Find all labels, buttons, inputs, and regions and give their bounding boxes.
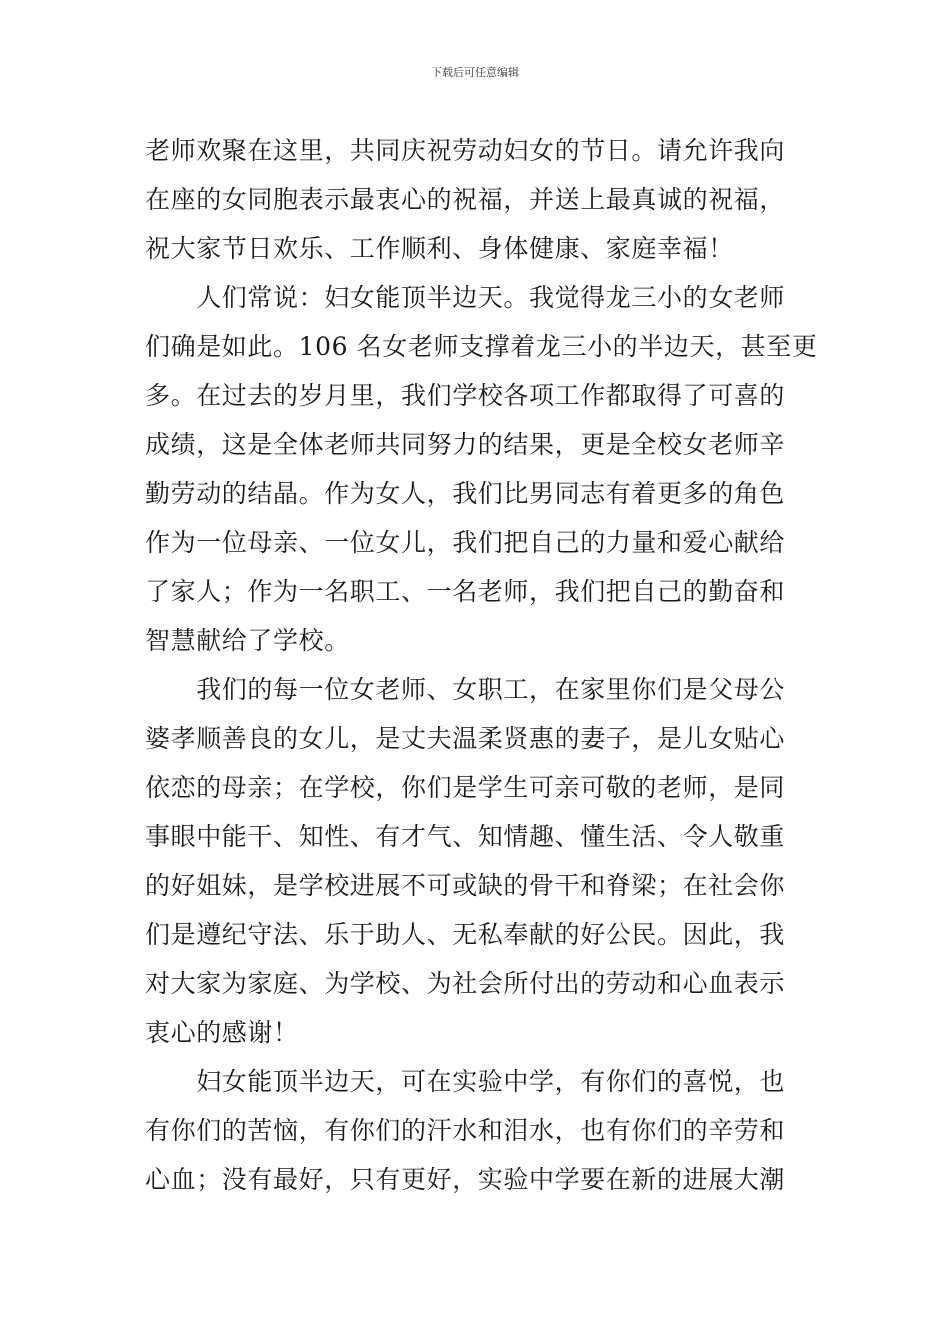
text-line: 事眼中能干、知性、有才气、知情趣、懂生活、令人敬重 [145,822,786,851]
text-line: 心血；没有最好，只有更好，实验中学要在新的进展大潮 [145,1165,786,1194]
text-line: 的好姐妹，是学校进展不可或缺的骨干和脊梁；在社会你 [145,871,786,900]
text-line: 智慧献给了学校。 [145,626,350,655]
text-line: 老师欢聚在这里，共同庆祝劳动妇女的节日。请允许我向 [145,136,786,165]
text-line: 勤劳动的结晶。作为女人，我们比男同志有着更多的角色 [145,479,786,508]
page-header: 下载后可任意编辑 [431,66,519,79]
document-body [145,126,818,1204]
text-line: 祝大家节日欢乐、工作顺利、身体健康、家庭幸福！ [145,234,734,263]
text-line: 了家人；作为一名职工、一名老师，我们把自己的勤奋和 [145,577,786,606]
text-line: 人们常说：妇女能顶半边天。我觉得龙三小的女老师 [145,283,786,312]
text-line: 妇女能顶半边天，可在实验中学，有你们的喜悦，也 [145,1067,786,1096]
text-line: 依恋的母亲；在学校，你们是学生可亲可敬的老师，是同 [145,773,786,802]
text-line: 多。在过去的岁月里，我们学校各项工作都取得了可喜的 [145,381,786,410]
text-line: 在座的女同胞表示最衷心的祝福，并送上最真诚的祝福， [145,185,786,214]
text-line: 们是遵纪守法、乐于助人、无私奉献的好公民。因此，我 [145,920,786,949]
text-line: 作为一位母亲、一位女儿，我们把自己的力量和爱心献给 [145,528,786,557]
text-line: 婆孝顺善良的女儿，是丈夫温柔贤惠的妻子，是儿女贴心 [145,724,786,753]
paragraph [145,665,810,1057]
paragraph [145,1057,810,1204]
paragraph [145,126,810,273]
paragraph [145,273,818,665]
text-line: 有你们的苦恼，有你们的汗水和泪水，也有你们的辛劳和 [145,1116,786,1145]
text-line: 成绩，这是全体老师共同努力的结果，更是全校女老师辛 [145,430,786,459]
text-line: 对大家为家庭、为学校、为社会所付出的劳动和心血表示 [145,969,786,998]
text-line: 们确是如此。106 名女老师支撑着龙三小的半边天，甚至更 [145,332,818,361]
text-line: 我们的每一位女老师、女职工，在家里你们是父母公 [145,675,786,704]
text-line: 衷心的感谢！ [145,1018,299,1047]
